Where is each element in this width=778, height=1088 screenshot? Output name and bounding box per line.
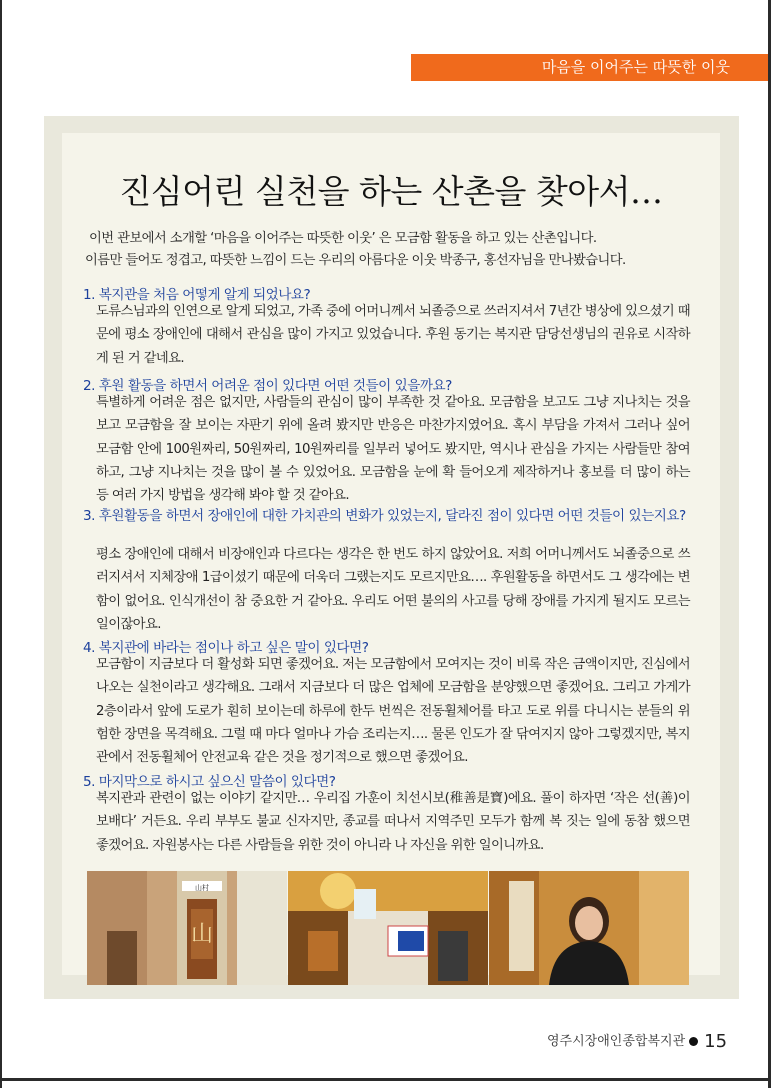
- question-3: 3. 후원활동을 하면서 장애인에 대한 가치관의 변화가 있었는지, 달라진 점이 있다면 어떤 것들이 있는지요?: [83, 508, 686, 524]
- page-border-bottom: [0, 1078, 771, 1081]
- photo-donation-box: [288, 871, 488, 985]
- answer-1: 도류스님과의 인연으로 알게 되었고, 가족 중에 어머니께서 뇌졸증으로 쓰러지셔서 7년간 병상에 있으셨기 때문에 평소 장애인에 대해서 관심을 많이 가지고 있었습니다. 후원 동기는 복지관 담당선생님의 권유로 시작하게 된 거 같네요.: [96, 304, 690, 366]
- page-number: 15: [704, 1031, 728, 1052]
- section-header-bar: [411, 54, 768, 81]
- answer-4: 모금함이 지금보다 더 활성화 되면 좋겠어요. 저는 모금함에서 모여지는 것이 비록 작은 금액이지만, 진심에서 나오는 실천이라고 생각해요. 그래서 지금보다 더 많은 업체에 모금함을 분양했으면 좋겠어요. 그리고 가게가 2층이라서 앞에 도로가 훤히 보이는데 하루에 한두 번씩은 전동휠체어를 타고 도로 위를 다니시는 분들의 위험한 장면을 목격해요. 그럴 때 마다 얼마나 가슴 조리는지…. 물론 인도가 잘 닦여지지 않아 그렇겠지만, 복지관에서 전동휠체어 안전교육 같은 것을 정기적으로 했으면 좋겠어요.: [96, 657, 690, 766]
- page-border-right: [768, 0, 771, 1088]
- page-footer: [547, 1030, 727, 1052]
- section-label: 마음을 이어주는 따뜻한 이웃: [541, 58, 730, 76]
- question-2: 2. 후원 활동을 하면서 어려운 점이 있다면 어떤 것들이 있을까요?: [83, 378, 452, 394]
- question-1: 1. 복지관을 처음 어떻게 알게 되었나요?: [83, 287, 311, 303]
- sign-caption: 山村: [195, 884, 209, 892]
- photo-host-portrait: [489, 871, 689, 985]
- page-border-left: [0, 0, 2, 1088]
- question-4: 4. 복지관에 바라는 점이나 하고 싶은 말이 있다면?: [83, 640, 369, 656]
- article-title: 진심어린 실천을 하는 산촌을 찾아서…: [119, 172, 663, 211]
- sign-character: 山: [190, 922, 214, 947]
- photo-shop-sign: [87, 871, 287, 985]
- question-5: 5. 마지막으로 하시고 싶으신 말씀이 있다면?: [83, 774, 336, 790]
- answer-5: 복지관과 관련이 없는 이야기 같지만… 우리집 가훈이 치선시보(稚善是寶)에요. 풀이 하자면 ‘작은 선(善)이 보배다’ 거든요. 우리 부부도 불교 신자지만, 종교를 떠나서 지역주민 모두가 함께 복 짓는 일에 동참 했으면 좋겠어요. 자원봉사는 다른 사람들을 위한 것이 아니라 나 자신을 위한 일이니까요.: [96, 791, 690, 853]
- answer-2: 특별하게 어려운 점은 없지만, 사람들의 관심이 많이 부족한 것 같아요. 모금함을 보고도 그냥 지나치는 것을 보고 모금함을 잘 보이는 자판기 위에 올려 봤지만 반응은 마찬가지였어요. 혹시 부담을 가져서 그러나 싶어 모금함 안에 100원짜리, 50원짜리, 10원짜리를 일부러 넣어도 봤지만, 역시나 관심을 가지는 사람들만 참여하고, 그냥 지나치는 것을 많이 볼 수 있었어요. 모금함을 눈에 확 들어오게 제작하거나 홍보를 더 많이 하는 등 여러 가지 방법을 생각해 봐야 할 것 같아요.: [96, 395, 690, 504]
- answer-3: 평소 장애인에 대해서 비장애인과 다르다는 생각은 한 번도 하지 않았어요. 저희 어머니께서도 뇌졸중으로 쓰러지셔서 지체장애 1급이셨기 때문에 더욱더 그랬는지도 모르지만요…. 후원활동을 하면서도 그 생각에는 변함이 없어요. 인식개선이 참 중요한 거 같아요. 우리도 어떤 불의의 사고를 당해 장애를 가지게 될지도 모르는 일이잖아요.: [96, 547, 690, 632]
- bullet-dot-icon: [689, 1037, 698, 1046]
- intro-line: 이름만 들어도 정겹고, 따뜻한 느낌이 드는 우리의 아름다운 이웃 박종구, 홍선자님을 만나봤습니다.: [85, 253, 626, 268]
- footer-org-name: 영주시장애인종합복지관: [547, 1034, 686, 1049]
- intro-line: 이번 관보에서 소개할 ‘마음을 이어주는 따뜻한 이웃’ 은 모금함 활동을 하고 있는 산촌입니다.: [89, 231, 597, 246]
- article-intro: [85, 228, 715, 272]
